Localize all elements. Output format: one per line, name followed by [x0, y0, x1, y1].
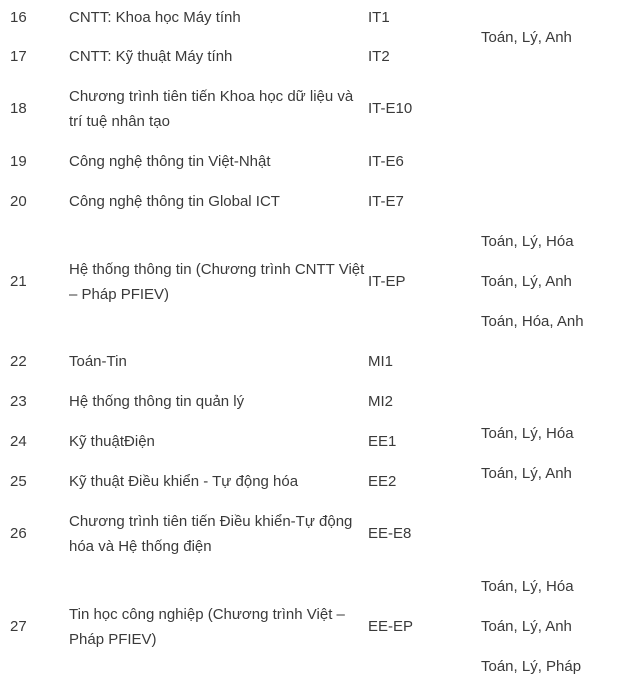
program-name: Kỹ thuậtĐiện — [69, 433, 155, 450]
program-name: CNTT: Kỹ thuật Máy tính — [69, 48, 233, 65]
program-name: Chương trình tiên tiến Điều khiển-Tự động hóa và Hệ thống điện — [69, 513, 353, 555]
row-number: 17 — [10, 48, 27, 65]
program-code: IT2 — [368, 48, 390, 65]
program-code: IT-E6 — [368, 153, 404, 170]
program-code: MI2 — [368, 393, 394, 410]
program-code: IT-E10 — [368, 100, 413, 117]
row-number: 24 — [10, 433, 27, 450]
program-name: Hệ thống thông tin quản lý — [69, 393, 245, 410]
program-name: CNTT: Khoa học Máy tính — [69, 9, 241, 26]
program-code: EE2 — [368, 473, 397, 490]
row-number: 19 — [10, 153, 27, 170]
program-name: Toán-Tin — [69, 353, 127, 370]
program-name: Kỹ thuật Điều khiển - Tự động hóa — [69, 473, 299, 490]
row-number: 22 — [10, 353, 27, 370]
row-number: 23 — [10, 393, 27, 410]
program-code: IT-E7 — [368, 193, 404, 210]
subject-combination: Toán, Lý, Anh — [481, 618, 572, 635]
subject-combination: Toán, Lý, Pháp — [481, 658, 582, 675]
program-code: IT-EP — [368, 273, 406, 290]
subject-combination: Toán, Hóa, Anh — [481, 313, 584, 330]
row-number: 25 — [10, 473, 27, 490]
program-code: EE-E8 — [368, 525, 412, 542]
row-number: 20 — [10, 193, 27, 210]
row-number: 26 — [10, 525, 27, 542]
program-name: Công nghệ thông tin Việt-Nhật — [69, 153, 271, 170]
subject-combination: Toán, Lý, Anh — [481, 465, 572, 482]
row-number: 21 — [10, 273, 27, 290]
row-number: 16 — [10, 9, 27, 26]
program-name: Công nghệ thông tin Global ICT — [69, 193, 280, 210]
program-name: Chương trình tiên tiến Khoa học dữ liệu và trí tuệ nhân tạo — [69, 88, 354, 130]
subject-combination: Toán, Lý, Hóa — [481, 233, 574, 250]
subject-combination: Toán, Lý, Hóa — [481, 425, 574, 442]
program-name: Tin học công nghiệp (Chương trình Việt – Pháp PFIEV) — [69, 606, 345, 648]
subject-combination: Toán, Lý, Anh — [481, 273, 572, 290]
subject-combination: Toán, Lý, Hóa — [481, 578, 574, 595]
program-code: EE-EP — [368, 618, 414, 635]
program-code: EE1 — [368, 433, 397, 450]
subject-combination: Toán, Lý, Anh — [481, 29, 572, 46]
program-code: MI1 — [368, 353, 394, 370]
row-number: 18 — [10, 100, 27, 117]
program-code: IT1 — [368, 9, 390, 26]
row-number: 27 — [10, 618, 27, 635]
program-name: Hệ thống thông tin (Chương trình CNTT Việt – Pháp PFIEV) — [69, 261, 365, 303]
